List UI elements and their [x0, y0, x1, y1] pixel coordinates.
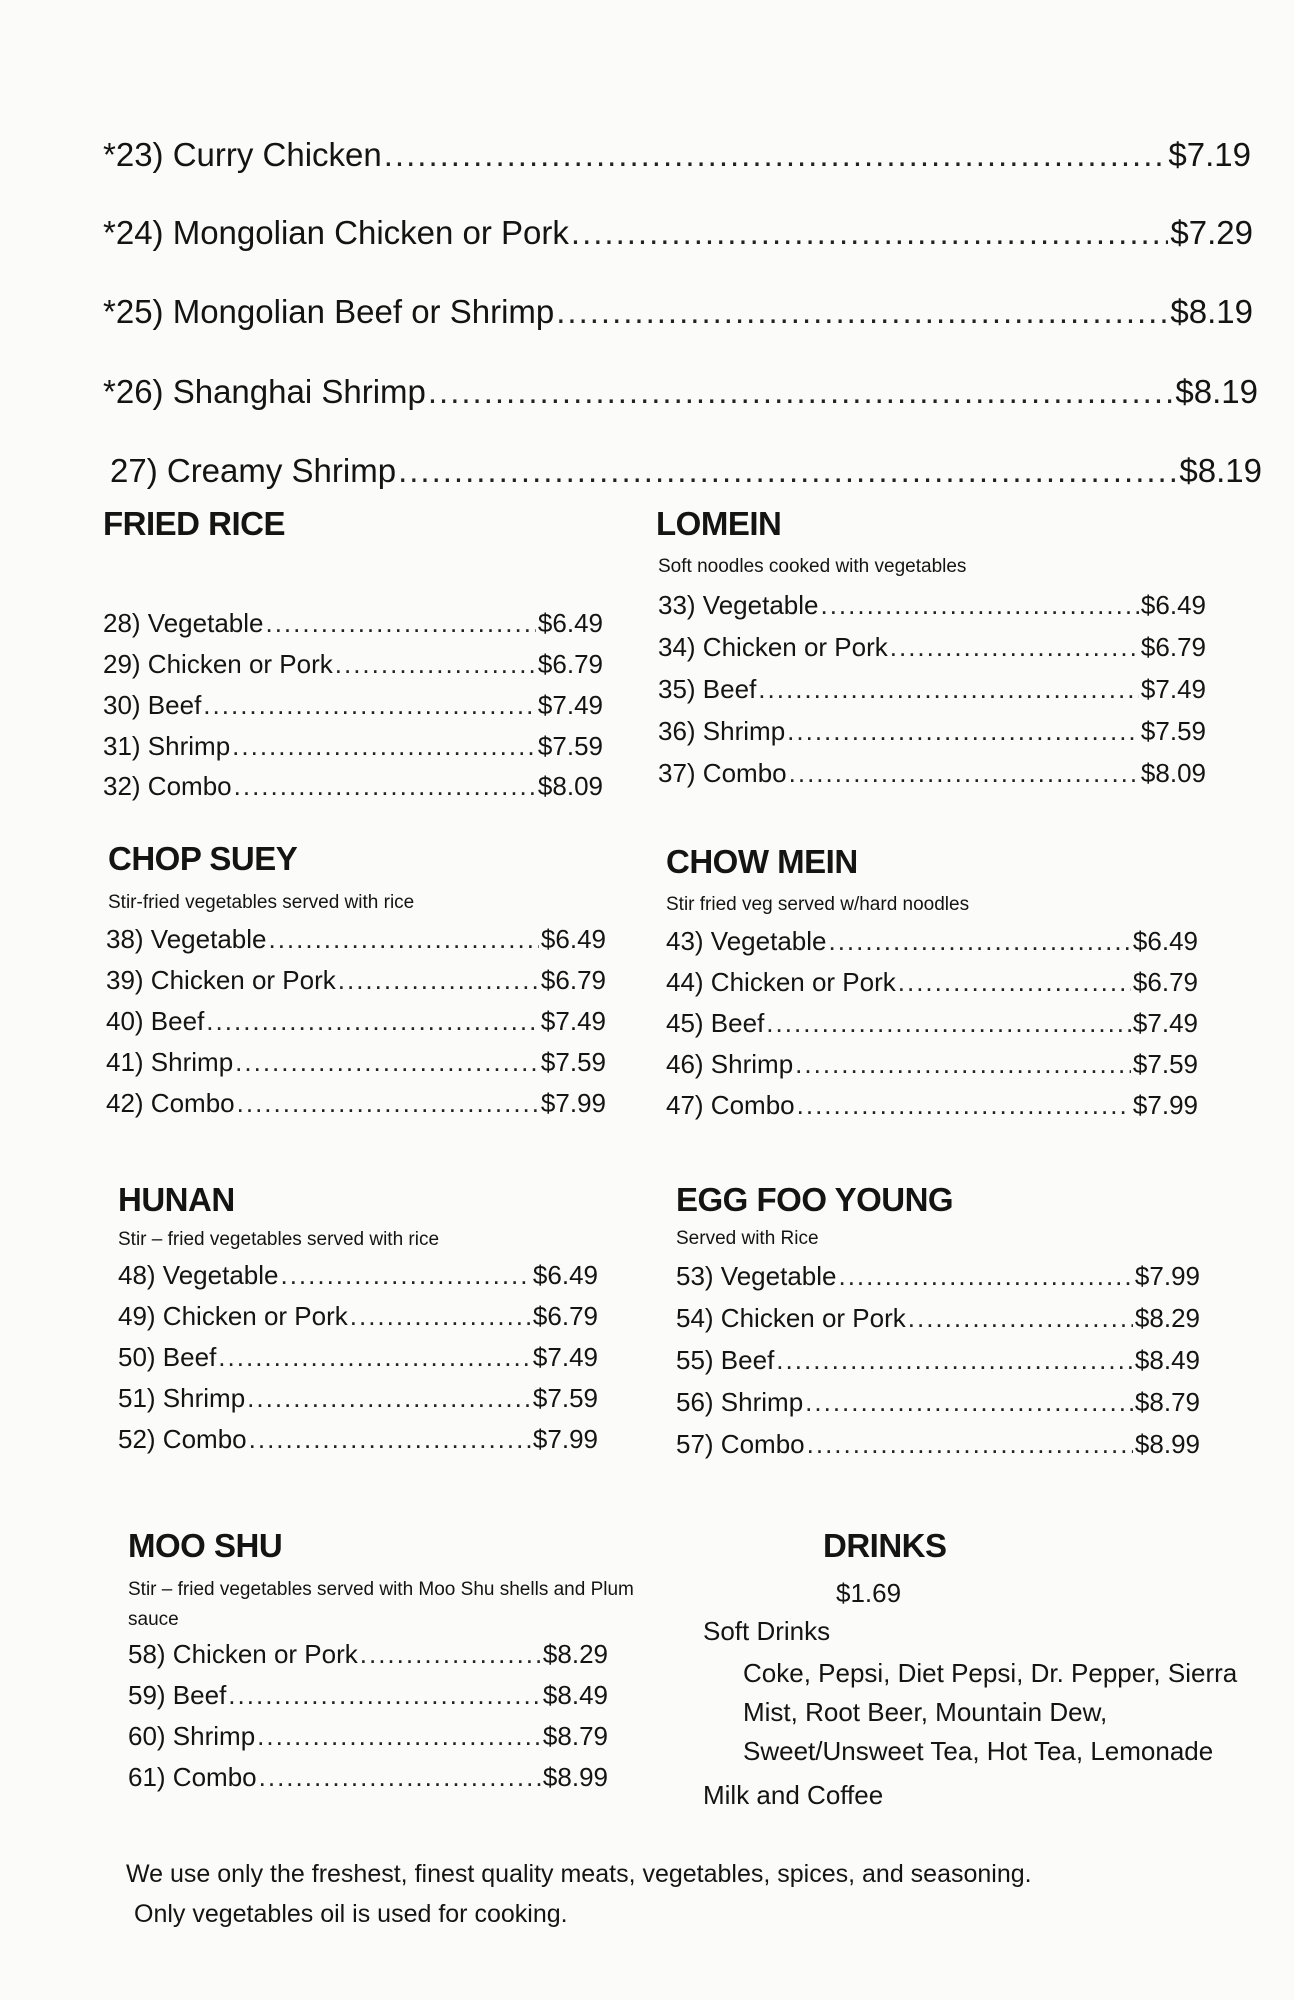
dot-leader — [257, 1721, 541, 1752]
item-label: 35) Beef — [658, 674, 757, 704]
menu-item — [103, 136, 1251, 174]
menu-item — [110, 452, 1262, 490]
dot-leader — [828, 926, 1130, 957]
menu-item — [118, 1301, 598, 1332]
item-label: 48) Vegetable — [118, 1260, 279, 1290]
menu-item — [666, 967, 1198, 998]
item-label: 31) Shrimp — [103, 731, 231, 761]
item-label: 27) Creamy Shrimp — [110, 452, 397, 489]
menu-item — [666, 1008, 1198, 1039]
menu-item — [658, 674, 1206, 705]
dot-leader — [805, 1387, 1133, 1418]
item-label: 46) Shrimp — [666, 1049, 794, 1079]
dot-leader — [228, 1680, 541, 1711]
menu-item — [118, 1383, 598, 1414]
dot-leader — [203, 690, 536, 721]
item-price: $7.59 — [1140, 716, 1206, 746]
item-price: $8.99 — [1134, 1429, 1200, 1459]
dot-leader — [268, 924, 538, 955]
item-label: 42) Combo — [106, 1088, 235, 1118]
item-label: 54) Chicken or Pork — [676, 1303, 906, 1333]
item-price: $7.99 — [532, 1424, 598, 1454]
item-price: $6.79 — [537, 649, 603, 679]
menu-item — [103, 214, 1253, 252]
item-label: 30) Beef — [103, 690, 202, 720]
section-title-lomein: LOMEIN — [656, 505, 782, 542]
dot-leader — [206, 1006, 539, 1037]
item-label: *25) Mongolian Beef or Shrimp — [103, 293, 555, 330]
dot-leader — [335, 649, 536, 680]
menu-item — [118, 1342, 598, 1373]
menu-item — [103, 731, 603, 762]
section-subtitle: Soft noodles cooked with vegetables — [658, 556, 967, 577]
item-price: $8.79 — [1134, 1387, 1200, 1417]
menu-item — [658, 716, 1206, 747]
item-price: $7.99 — [1132, 1090, 1198, 1120]
menu-item — [128, 1762, 608, 1793]
item-price: $7.49 — [540, 1006, 606, 1036]
dot-leader — [235, 1047, 539, 1078]
menu-item — [666, 1090, 1198, 1121]
dot-leader — [838, 1261, 1132, 1292]
item-price: $6.79 — [1140, 632, 1206, 662]
item-label: 49) Chicken or Pork — [118, 1301, 348, 1331]
item-price: $7.49 — [1140, 674, 1206, 704]
item-price: $6.49 — [537, 608, 603, 638]
dot-leader — [820, 590, 1138, 621]
section-subtitle: Stir – fried vegetables served with rice — [118, 1229, 440, 1250]
dot-leader — [795, 1049, 1131, 1080]
item-price: $6.49 — [532, 1260, 598, 1290]
soft-drinks-label: Soft Drinks — [703, 1616, 831, 1646]
dot-leader — [758, 674, 1139, 705]
dot-leader — [350, 1301, 531, 1332]
menu-item — [103, 608, 603, 639]
item-label: 32) Combo — [103, 771, 232, 801]
dot-leader — [398, 452, 1177, 490]
item-label: 59) Beef — [128, 1680, 227, 1710]
item-label: 53) Vegetable — [676, 1261, 837, 1291]
dot-leader — [787, 716, 1139, 747]
item-label: 41) Shrimp — [106, 1047, 234, 1077]
soft-drinks-list: Coke, Pepsi, Diet Pepsi, Dr. Pepper, Sierra Mist, Root Beer, Mountain Dew, Sweet/Unsweet Tea, Hot Tea, Lemonade — [743, 1658, 1238, 1766]
item-price: $6.49 — [540, 924, 606, 954]
menu-item — [106, 1047, 606, 1078]
menu-item — [103, 293, 1253, 331]
dot-leader — [265, 608, 535, 639]
menu-item — [658, 758, 1206, 789]
item-price: $7.59 — [1132, 1049, 1198, 1079]
item-price: $7.99 — [1134, 1261, 1200, 1291]
menu-item — [676, 1303, 1200, 1334]
dot-leader — [247, 1383, 531, 1414]
dot-leader — [232, 731, 536, 762]
menu-item — [658, 590, 1206, 621]
menu-item — [103, 649, 603, 680]
item-label: 56) Shrimp — [676, 1387, 804, 1417]
item-label: 28) Vegetable — [103, 608, 264, 638]
dot-leader — [898, 967, 1131, 998]
item-price: $7.99 — [540, 1088, 606, 1118]
item-price: $6.49 — [1132, 926, 1198, 956]
section-title-egg-foo-young: EGG FOO YOUNG — [676, 1181, 954, 1218]
milk-coffee-label: Milk and Coffee — [703, 1780, 884, 1810]
menu-item — [106, 1006, 606, 1037]
item-label: 37) Combo — [658, 758, 787, 788]
dot-leader — [890, 632, 1139, 663]
dot-leader — [218, 1342, 531, 1373]
item-label: 33) Vegetable — [658, 590, 819, 620]
menu-item — [676, 1345, 1200, 1376]
item-price: $7.59 — [537, 731, 603, 761]
dot-leader — [797, 1090, 1131, 1121]
item-label: 39) Chicken or Pork — [106, 965, 336, 995]
item-label: 34) Chicken or Pork — [658, 632, 888, 662]
section-title-chow-mein: CHOW MEIN — [666, 843, 858, 880]
item-label: *26) Shanghai Shrimp — [103, 373, 426, 410]
footer-line-1: We use only the freshest, finest quality meats, vegetables, spices, and seasoning. — [126, 1860, 1032, 1888]
section-title-hunan: HUNAN — [118, 1181, 235, 1218]
dot-leader — [237, 1088, 539, 1119]
item-label: 51) Shrimp — [118, 1383, 246, 1413]
item-label: 55) Beef — [676, 1345, 775, 1375]
item-price: $7.29 — [1170, 214, 1253, 251]
item-label: 52) Combo — [118, 1424, 247, 1454]
section-subtitle: Stir – fried vegetables served with Moo Shu shells and Plum sauce — [128, 1579, 634, 1630]
dot-leader — [776, 1345, 1133, 1376]
footer-line-2: Only vegetables oil is used for cooking. — [134, 1900, 568, 1928]
item-price: $8.09 — [537, 771, 603, 801]
item-price: $8.99 — [542, 1762, 608, 1792]
dot-leader — [556, 293, 1168, 331]
dot-leader — [766, 1008, 1131, 1039]
dot-leader — [259, 1762, 541, 1793]
dot-leader — [908, 1303, 1133, 1334]
item-price: $8.29 — [1134, 1303, 1200, 1333]
item-price: $6.79 — [532, 1301, 598, 1331]
menu-item — [128, 1680, 608, 1711]
item-label: 61) Combo — [128, 1762, 257, 1792]
dot-leader — [338, 965, 539, 996]
dot-leader — [360, 1639, 541, 1670]
section-title-drinks: DRINKS — [823, 1527, 947, 1564]
item-label: 40) Beef — [106, 1006, 205, 1036]
item-price: $8.09 — [1140, 758, 1206, 788]
item-price: $7.59 — [532, 1383, 598, 1413]
item-price: $6.79 — [1132, 967, 1198, 997]
item-price: $8.19 — [1175, 373, 1258, 410]
item-label: 44) Chicken or Pork — [666, 967, 896, 997]
item-label: 36) Shrimp — [658, 716, 786, 746]
item-price: $8.29 — [542, 1639, 608, 1669]
item-price: $6.49 — [1140, 590, 1206, 620]
dot-leader — [807, 1429, 1133, 1460]
item-price: $8.19 — [1179, 452, 1262, 489]
section-subtitle: Stir-fried vegetables served with rice — [108, 892, 415, 913]
item-label: 58) Chicken or Pork — [128, 1639, 358, 1669]
menu-item — [676, 1429, 1200, 1460]
item-price: $8.79 — [542, 1721, 608, 1751]
dot-leader — [428, 373, 1174, 411]
item-label: 50) Beef — [118, 1342, 217, 1372]
section-title-moo-shu: MOO SHU — [128, 1527, 283, 1564]
menu-item — [666, 1049, 1198, 1080]
menu-item — [106, 965, 606, 996]
menu-item — [128, 1639, 608, 1670]
menu-item — [106, 1088, 606, 1119]
item-label: *24) Mongolian Chicken or Pork — [103, 214, 569, 251]
item-label: 38) Vegetable — [106, 924, 267, 954]
item-label: 45) Beef — [666, 1008, 765, 1038]
menu-item — [103, 690, 603, 721]
item-price: $7.59 — [540, 1047, 606, 1077]
section-title-chop-suey: CHOP SUEY — [108, 840, 298, 877]
item-price: $7.49 — [532, 1342, 598, 1372]
item-label: 29) Chicken or Pork — [103, 649, 333, 679]
menu-item — [128, 1721, 608, 1752]
item-price: $7.49 — [537, 690, 603, 720]
item-label: 60) Shrimp — [128, 1721, 256, 1751]
item-label: 47) Combo — [666, 1090, 795, 1120]
menu-item — [103, 771, 603, 802]
dot-leader — [249, 1424, 531, 1455]
section-title-fried-rice: FRIED RICE — [103, 505, 286, 542]
menu-item — [676, 1261, 1200, 1292]
item-label: 43) Vegetable — [666, 926, 827, 956]
item-price: $7.19 — [1168, 136, 1251, 173]
item-price: $7.49 — [1132, 1008, 1198, 1038]
item-price: $8.19 — [1170, 293, 1253, 330]
menu-item — [103, 373, 1258, 411]
dot-leader — [571, 214, 1169, 252]
menu-item — [106, 924, 606, 955]
item-label: 57) Combo — [676, 1429, 805, 1459]
menu-item — [118, 1260, 598, 1291]
dot-leader — [234, 771, 536, 802]
dot-leader — [280, 1260, 530, 1291]
section-subtitle: Stir fried veg served w/hard noodles — [666, 894, 970, 915]
menu-item — [676, 1387, 1200, 1418]
menu-item — [658, 632, 1206, 663]
drinks-price: $1.69 — [836, 1578, 902, 1608]
dot-leader — [384, 136, 1167, 174]
item-price: $8.49 — [542, 1680, 608, 1710]
menu-item — [666, 926, 1198, 957]
menu-item — [118, 1424, 598, 1455]
item-label: *23) Curry Chicken — [103, 136, 382, 173]
section-subtitle: Served with Rice — [676, 1228, 819, 1249]
item-price: $6.79 — [540, 965, 606, 995]
item-price: $8.49 — [1134, 1345, 1200, 1375]
dot-leader — [789, 758, 1139, 789]
